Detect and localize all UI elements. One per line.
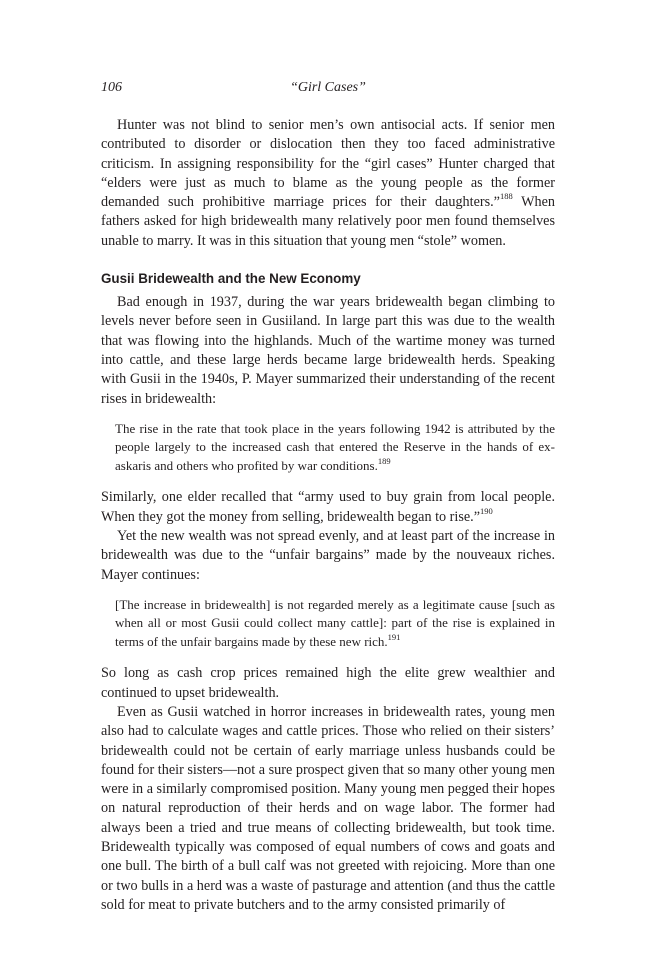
block-quote-mayer-2	[115, 596, 555, 652]
footnote-ref: 190	[480, 505, 493, 516]
footnote-ref: 189	[377, 455, 391, 466]
paragraph-text: Similarly, one elder recalled that “army used to buy grain from local people. When they got the money from selling, bridewealth began to rise.”	[101, 489, 555, 525]
book-page	[101, 80, 555, 915]
running-title: “Girl Cases”	[290, 80, 366, 95]
paragraph-bridewealth-climbing: Bad enough in 1937, during the war years bridewealth began climbing to levels never before seen in Gusiiland. In large part this was due to the wealth that was flowing into the highlands. Much of the wartime money was turned into cattle, and these large herds became large bridewealth herds. Speaking with Gusii in the 1940s, P. Mayer summarized their understanding of the recent rises in bridewealth:	[101, 294, 555, 407]
block-quote-mayer-1	[115, 420, 555, 476]
page-number: 106	[101, 80, 122, 95]
paragraph-cash-crop: So long as cash crop prices remained high the elite grew wealthier and continued to upset bridewealth.	[101, 665, 555, 701]
footnote-ref: 188	[499, 191, 513, 202]
running-head	[101, 80, 555, 98]
paragraph-new-wealth: Yet the new wealth was not spread evenly, and at least part of the increase in bridewealth was due to the “unfair bargains” made by the nouveaux riches. Mayer continues:	[101, 527, 555, 583]
paragraph-elder-recalled	[101, 488, 555, 527]
paragraph-text-continued: When fathers asked for high bridewealth many relatively poor men found themselves unable to marry. It was in this situation that young men “stole” women.	[101, 194, 555, 249]
paragraph-young-men-wages: Even as Gusii watched in horror increases in bridewealth rates, young men also had to calculate wages and cattle prices. Those who relied on their sisters’ bridewealth could not be certain of early marriage unless husbands could be found for their sisters—not a sure prospect given that so many other young men were in a similarly compromised position. Many young men pegged their hopes on natural reproduction of their herds and on wage labor. The former had always been a tried and true means of collecting bridewealth, but took time. Bridewealth typically was composed of equal numbers of cows and goats and one bull. The birth of a bull calf was not greeted with rejoicing. More than one or two bulls in a herd was a waste of pasturage and attention (and thus the cattle sold for meat to private butchers and to the army consisted primarily of	[101, 703, 555, 913]
paragraph-text: Hunter was not blind to senior men’s own antisocial acts. If senior men contributed to disorder or dislocation then they too faced administrative criticism. In assigning responsibility for the “girl cases” Hunter charged that “elders were just as much to blame as the young people as the former demanded such prohibitive marriage prices for their daughters.”	[101, 117, 555, 211]
body-text	[101, 116, 555, 915]
footnote-ref: 191	[387, 631, 401, 642]
quote-text: The rise in the rate that took place in the years following 1942 is attributed by the people largely to the increased cash that entered the Reserve in the hands of ex-askaris and others who profited by war conditions.	[115, 420, 555, 473]
quote-text: [The increase in bridewealth] is not regarded merely as a legitimate cause [such as when all or most Gusii could collect many cattle]: part of the rise is explained in terms of the unfair bargains made by these new rich.	[115, 596, 555, 649]
section-heading: Gusii Bridewealth and the New Economy	[101, 271, 361, 287]
paragraph-hunter	[101, 116, 555, 251]
